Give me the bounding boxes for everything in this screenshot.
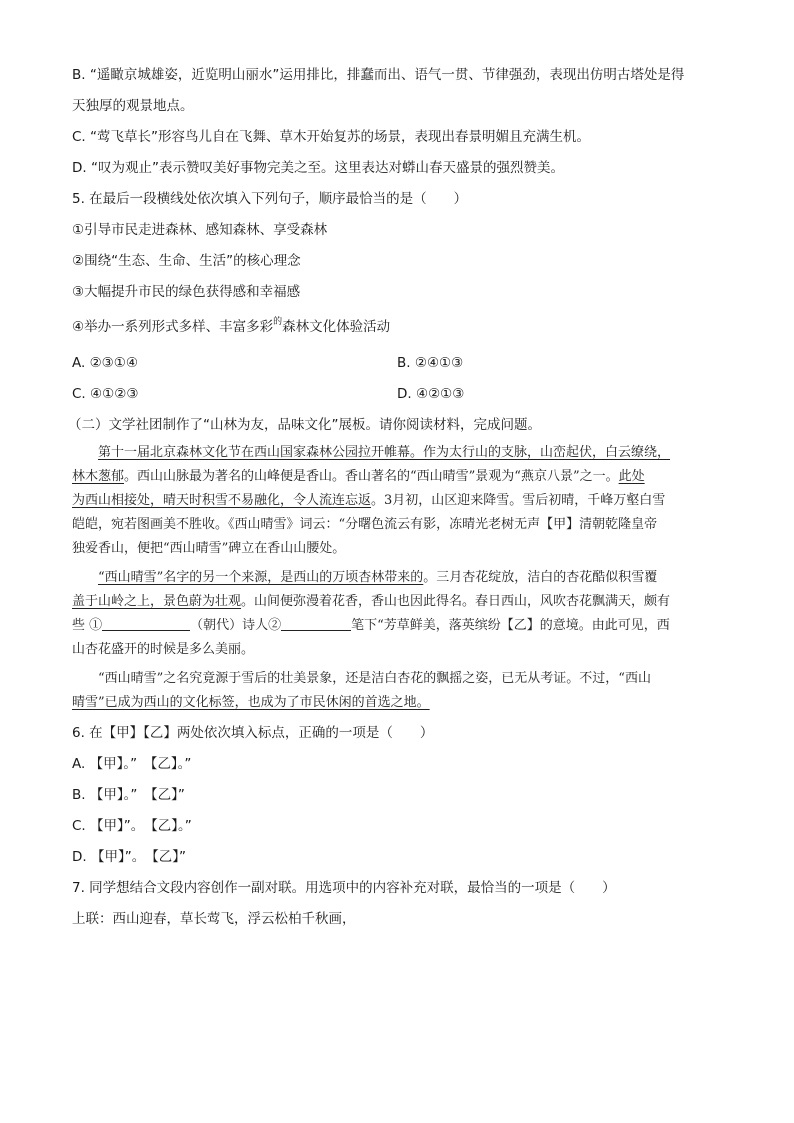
section-2-intro: （二）文学社团制作了“山林为友，品味文化”展板。请你阅读材料，完成问题。 [68,417,541,433]
q5-sentence-4: ④举办一系列形式多样、丰富多彩$^的$森林文化体验活动 [72,317,391,335]
passage-line: 盖于山岭之上，景色蔚为壮观。山间便弥漫着花香，香山也因此得名。春日西山，风吹杏花飘满天，颇有 [72,594,671,609]
q5-option-a: A. ②③①④ [72,355,138,371]
passage-line: 晴雪”已成为西山的文化标签，也成为了市民休闲的首选之地。 [72,695,430,710]
passage-line: “西山晴雪”名字的另一个来源，是西山的万顷杏林带来的。三月杏花绽放，洁白的杏花酷似积雪覆 [98,570,658,585]
q5-sentence-2: ②围绕“生态、生命、生活”的核心理念 [72,253,301,269]
passage-line: 第十一届北京森林文化节在西山国家森林公园拉开帷幕。作为太行山的支脉，山峦起伏，白云缭绕， [98,445,671,460]
q5-option-d: D. ④②①③ [397,386,465,402]
q7-upper-couplet: 上联：西山迎春，草长莺飞，浮云松柏千秋画， [72,911,356,927]
raised-char: 的 [273,317,283,327]
passage-line: 林木葱郁。西山山脉最为著名的山峰便是香山。香山著名的“西山晴雪”景观为“燕京八景”之一。此处 [72,469,645,484]
q5-sentence-1: ①引导市民走进森林、感知森林、享受森林 [72,222,328,238]
q5-options-row-1 [72,354,724,372]
q4-option-b: B. “遥瞰京城雄姿，近览明山丽水”运用排比，排蠢而出、语气一贯、节律强劲，表现出仿明古塔处是得 [72,67,685,83]
q5-stem: 5. 在最后一段横线处依次填入下列句子，顺序最恰当的是（ ） [72,191,468,207]
q5-option-c: C. ④①②③ [72,386,139,402]
reading-passage [72,444,724,711]
q5-option-b: B. ②④①③ [397,355,464,371]
q6-stem: 6. 在【甲】【乙】两处依次填入标点，正确的一项是（ ） [72,725,434,741]
blank-poet[interactable] [281,618,351,631]
q6-option-c: C. 【甲】”。 【乙】。” [72,818,192,834]
passage-line: 为西山相接处，晴天时积雪不易融化，令人流连忘返。3月初，山区迎来降雪。雪后初晴，千峰万壑白雪 [72,493,666,508]
passage-line: 山杏花盛开的时候是多么美丽。 [72,642,255,657]
q4-option-d: D. “叹为观止”表示赞叹美好事物完美之至。这里表达对蟒山春天盛景的强烈赞美。 [72,160,564,176]
q6-option-b: B. 【甲】。” 【乙】” [72,787,185,803]
q6-option-d: D. 【甲】”。 【乙】” [72,849,186,865]
q7-stem: 7. 同学想结合文段内容创作一副对联。用选项中的内容补充对联，最恰当的一项是（ ） [72,880,616,896]
exam-page [68,66,724,928]
q6-option-a: A. 【甲】。” 【乙】。” [72,756,192,772]
passage-line: 独爱香山，便把“西山晴雪”碑立在香山山腰处。 [72,541,346,556]
passage-line: “西山晴雪”之名究竟源于雪后的壮美景象，还是洁白杏花的飘摇之姿，已无从考证。不过，“西山 [98,671,651,686]
q5-sentence-3: ③大幅提升市民的绿色获得感和幸福感 [72,284,301,300]
q4-option-c: C. “莺飞草长”形容鸟儿自在飞舞、草木开始复苏的场景，表现出春景明媚且充满生机。 [72,129,590,145]
passage-line: 些 ① （朝代）诗人② 笔下“芳草鲜美，落英缤纷【乙】的意境。由此可见，西 [72,618,670,633]
blank-dynasty[interactable] [102,618,190,631]
passage-line: 皑皑，宛若图画美不胜收。《西山晴雪》词云：“分曙色流云有影，冻晴光老树无声【甲】清朝乾隆皇帝 [72,517,658,532]
q5-options-row-2 [72,385,724,403]
q4-option-b-cont: 天独厚的观景地点。 [72,98,194,114]
